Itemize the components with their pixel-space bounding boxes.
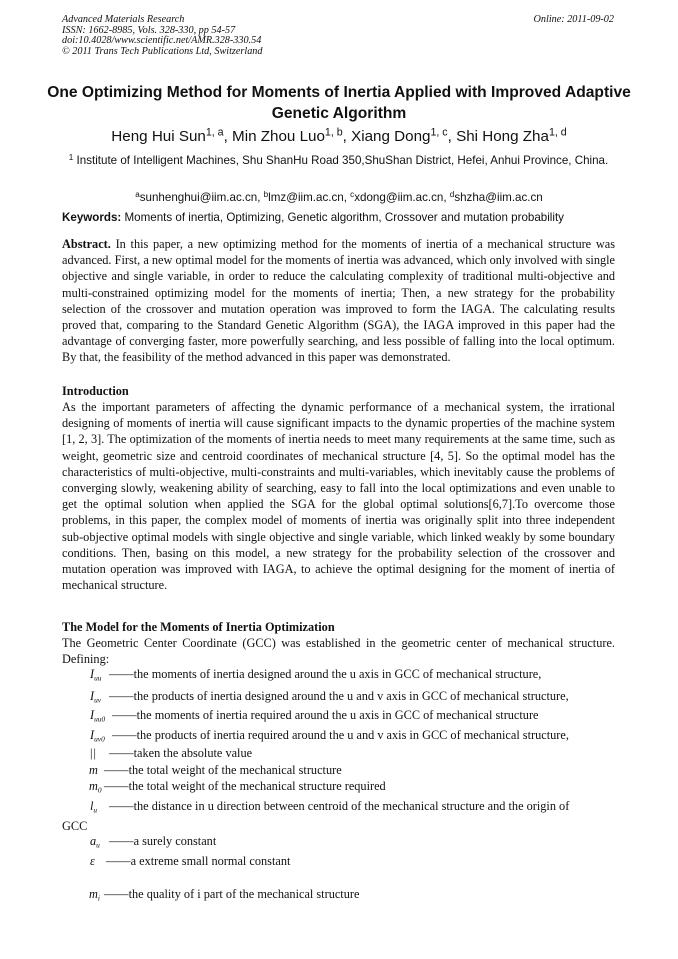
math-symbol: $m_i$: [89, 887, 100, 903]
definition-text: ——the total weight of the mechanical structure required: [104, 779, 386, 793]
email-link[interactable]: xdong@iim.ac.cn: [354, 191, 444, 204]
math-symbol: $I_{uu}$: [90, 667, 102, 683]
math-symbol: m: [89, 763, 98, 777]
abstract: [62, 236, 615, 366]
definition-text: ——the quality of i part of the mechanical structure: [104, 887, 360, 901]
abstract-text: In this paper, a new optimizing method for the moments of inertia of a mechanical structure was advanced. First, a new optimal model for the moments of inertia was advanced, which only involved with single objective and single variable, in order to reduce the calculating complexity of traditional multi-objective and multi-constrained optimizing model for the moments of inertia; Then, a new strategy for the probability selection of the crossover and mutation operation was improved to form the IAGA. The calculating results proved that, comparing to the Standard Genetic Algorithm (SGA), the IAGA improved in this paper had the advantage of converging faster, more powerfully searching, and less possible of falling into the local optimum. By that, the feasibility of the method advanced in this paper was demonstrated.: [62, 237, 615, 365]
section-heading-introduction: Introduction: [62, 384, 129, 398]
model-paragraph: The Geometric Center Coordinate (GCC) was established in the geometric center of mechanical structure. Defining:: [62, 636, 615, 667]
math-symbol: $m_0$: [89, 779, 102, 795]
author-name: Xiang Dong: [351, 128, 431, 145]
journal-doi: doi:10.4028/www.scientific.net/AMR.328-330.54: [62, 35, 262, 47]
definition-text: ——the products of inertia designed around the u and v axis in GCC of mechanical structure,: [109, 689, 569, 703]
author-name: Shi Hong Zha: [456, 128, 549, 145]
affiliation-text: Institute of Intelligent Machines, Shu ShanHu Road 350,ShuShan District, Hefei, Anhui Province, China.: [76, 154, 609, 167]
author-sup: 1, d: [548, 126, 567, 139]
abstract-label: Abstract.: [62, 237, 111, 251]
author-sup: 1, c: [430, 126, 448, 139]
author-sup: 1, b: [324, 126, 343, 139]
math-symbol: $I_{uv0}$: [90, 728, 105, 744]
email-sup: c: [350, 189, 355, 199]
email-link[interactable]: shzha@iim.ac.cn: [454, 191, 543, 204]
author-name: Min Zhou Luo: [232, 128, 325, 145]
email-link[interactable]: sunhenghui@iim.ac.cn: [139, 191, 258, 204]
email-sup: a: [135, 189, 140, 199]
author-list: Heng Hui Sun$^{1, a}$, Min Zhou Luo$^{1, b}$, Xiang Dong$^{1, c}$, Shi Hong Zha$^{1, d}$: [111, 126, 567, 145]
email-sup: b: [263, 189, 269, 199]
email-list: $^a$sunhenghui@iim.ac.cn, $^b$lmz@iim.ac.cn, $^c$xdong@iim.ac.cn, $^d$shzha@iim.ac.cn: [135, 189, 543, 204]
section-heading-model: The Model for the Moments of Inertia Optimization: [62, 620, 335, 634]
journal-header: [62, 15, 262, 57]
math-symbol: $I_{uu0}$: [90, 708, 106, 724]
math-symbol: ε: [90, 854, 95, 868]
email-sup: d: [449, 189, 455, 199]
definition-text: ——the moments of inertia designed around the u axis in GCC of mechanical structure,: [109, 667, 542, 681]
journal-name: Advanced Materials Research: [62, 14, 185, 25]
definition-text: ——a extreme small normal constant: [106, 854, 291, 868]
online-date: Online: 2011-09-02: [533, 14, 614, 25]
journal-copyright: © 2011 Trans Tech Publications Ltd, Switzerland: [62, 45, 263, 57]
affiliation-sup: 1: [68, 152, 74, 162]
definition-text: ——a surely constant: [109, 834, 217, 848]
email-link[interactable]: lmz@iim.ac.cn: [268, 191, 344, 204]
keywords: [62, 210, 615, 226]
affiliation: [62, 153, 615, 169]
definition-text: ——the products of inertia required around the u and v axis in GCC of mechanical structure,: [112, 728, 569, 742]
author-sup: 1, a: [205, 126, 224, 139]
keywords-text: Moments of inertia, Optimizing, Genetic algorithm, Crossover and mutation probability: [124, 211, 564, 224]
absolute-value-symbol: ||: [90, 746, 97, 760]
math-symbol: $I_{uv}$: [90, 689, 102, 705]
math-symbol: $l_u$: [90, 799, 98, 815]
definition-wrap-text: GCC: [62, 819, 88, 833]
definition-text: ——the moments of inertia required around the u axis in GCC of mechanical structure: [112, 708, 539, 722]
math-symbol: $a_u$: [90, 834, 100, 850]
definition-text: ——the distance in u direction between centroid of the mechanical structure and the origin of: [109, 799, 570, 813]
definition-text: ——taken the absolute value: [109, 746, 253, 760]
journal-issn: ISSN: 1662-8985, Vols. 328-330, pp 54-57: [62, 24, 236, 36]
paper-title: One Optimizing Method for Moments of Inertia Applied with Improved Adaptive Genetic Algorithm: [47, 84, 631, 122]
keywords-label: Keywords:: [62, 211, 122, 224]
definition-text: ——the total weight of the mechanical structure: [104, 763, 342, 777]
introduction-paragraph: As the important parameters of affecting the dynamic performance of a mechanical system, the irrational designing of moments of inertia will cause significant impacts to the dynamic properties of the machine system [1, 2, 3]. The optimization of the moments of inertia needs to meet many requirements at the same time, such as weight, geometric size and centroid coordinates of mechanical structure [4, 5]. So the optimal model has the characteristics of multi-objective, multi-constraints and multi-variables, which inevitably cause the problems of converging slowly, weakening ability of searching, easy to fall into the local optimizations and even unable to get the optimal solution when applied the SGA for the global optimal solutions[6,7].To overcome those problems, in this paper, the complex model of moments of inertia was originally split into three independent sub-objective optimal models with single objective and single variable, which linked weakly by some boundary conditions. Then, basing on this model, a new strategy for the probability selection of the crossover and mutation operation was improved with IAGA, to achieve the optimal designing for the moment of inertia of mechanical structure.: [62, 400, 615, 593]
author-name: Heng Hui Sun: [111, 128, 206, 145]
